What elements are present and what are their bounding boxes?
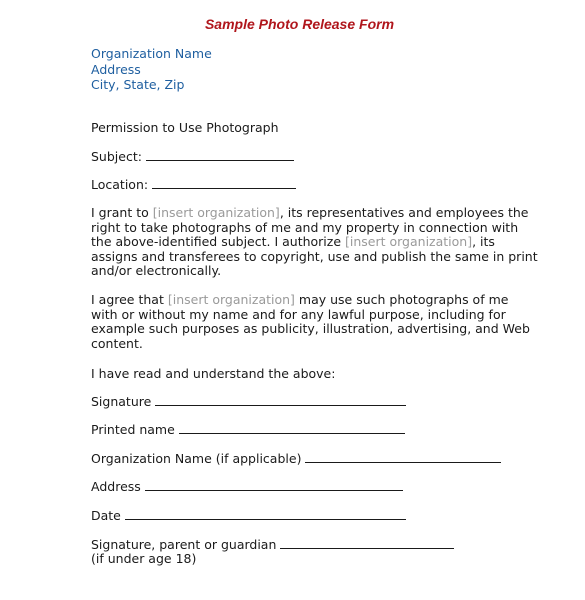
- location-label: Location:: [91, 177, 149, 192]
- insert-organization-placeholder: [insert organization]: [345, 234, 473, 250]
- guardian-signature-label: Signature, parent or guardian: [91, 537, 277, 552]
- address-row: [91, 479, 403, 494]
- organization-name: Organization Name: [91, 46, 212, 61]
- organization-name-label: Organization Name (if applicable): [91, 451, 302, 466]
- organization-address: Address: [91, 61, 141, 77]
- signature-field[interactable]: [155, 394, 406, 406]
- location-row: [91, 177, 296, 192]
- insert-organization-placeholder: [insert organization]: [152, 205, 280, 220]
- read-statement: I have read and understand the above:: [91, 366, 336, 381]
- location-field[interactable]: [152, 177, 296, 189]
- para1-text: assigns and transferees to copyright, use and publish the same in print: [91, 248, 538, 264]
- printed-name-field[interactable]: [179, 422, 405, 434]
- organization-name-row: [91, 451, 501, 466]
- printed-name-row: [91, 422, 405, 437]
- grant-paragraph: [91, 205, 538, 279]
- permission-heading: Permission to Use Photograph: [91, 120, 279, 135]
- para1-text: the above-identified subject. I authorize: [91, 234, 345, 250]
- agree-paragraph: [91, 293, 531, 351]
- printed-name-label: Printed name: [91, 422, 175, 437]
- para1-text: and/or electronically.: [91, 263, 222, 279]
- subject-field[interactable]: [146, 149, 294, 161]
- para1-text: , its representatives and employees the: [279, 205, 529, 220]
- date-label: Date: [91, 508, 121, 523]
- date-row: [91, 508, 406, 523]
- signature-row: [91, 394, 406, 409]
- organization-name-field[interactable]: [305, 451, 501, 463]
- guardian-signature-field[interactable]: [280, 537, 454, 549]
- subject-row: [91, 149, 294, 164]
- organization-block: [91, 46, 212, 93]
- guardian-note: (if under age 18): [91, 551, 197, 566]
- para1-text: I grant to: [91, 205, 153, 220]
- date-field[interactable]: [125, 508, 406, 520]
- para1-text: right to take photographs of me and my property in connection with: [91, 219, 519, 235]
- insert-organization-placeholder: [insert organization]: [167, 292, 295, 307]
- address-field[interactable]: [145, 479, 403, 491]
- para2-text: example such purposes as publicity, illustration, advertising, and Web: [91, 321, 530, 337]
- para2-text: content.: [91, 335, 143, 351]
- para2-text: may use such photographs of me: [294, 292, 509, 307]
- para2-text: with or without my name and for any lawful purpose, including for: [91, 306, 506, 322]
- form-title: Sample Photo Release Form: [204, 16, 395, 32]
- subject-label: Subject:: [91, 149, 142, 164]
- signature-label: Signature: [91, 394, 152, 409]
- address-label: Address: [91, 479, 141, 494]
- para2-text: I agree that: [91, 292, 168, 307]
- guardian-signature-row: [91, 537, 454, 552]
- organization-city-state-zip: City, State, Zip: [91, 77, 185, 92]
- para1-text: , its: [472, 234, 495, 250]
